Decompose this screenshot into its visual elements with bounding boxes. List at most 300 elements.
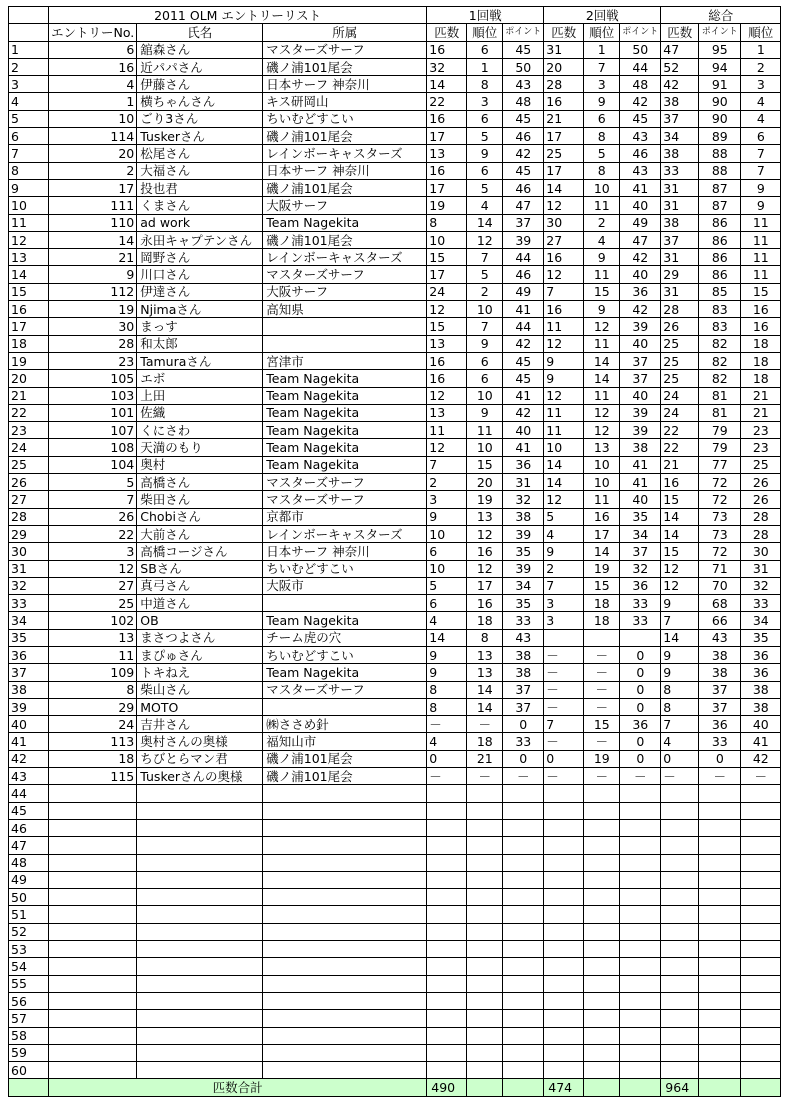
empty-cell — [699, 923, 741, 940]
empty-cell — [584, 819, 620, 836]
r1-points-header: ポイント — [503, 24, 544, 41]
total-count-cell: 31 — [661, 283, 699, 300]
row-number-cell: 14 — [9, 266, 49, 283]
empty-cell — [699, 958, 741, 975]
entry-no-cell: 24 — [49, 716, 137, 733]
r1-rank-cell: 9 — [467, 335, 503, 352]
round2-header: 2回戦 — [544, 7, 661, 24]
total-points-cell: 71 — [699, 560, 741, 577]
empty-cell — [620, 889, 661, 906]
entry-no-cell: 109 — [49, 664, 137, 681]
empty-cell — [699, 837, 741, 854]
affiliation-cell — [263, 318, 427, 335]
name-cell: 松尾さん — [137, 145, 263, 162]
empty-cell — [503, 837, 544, 854]
entry-no-cell: 10 — [49, 110, 137, 127]
r2-rank-cell: 18 — [584, 612, 620, 629]
empty-cell — [427, 785, 467, 802]
empty-cell — [137, 1044, 263, 1061]
r1-points-cell: 41 — [503, 387, 544, 404]
name-cell: 天満のもり — [137, 439, 263, 456]
name-cell: 永田キャプテンさん — [137, 231, 263, 248]
empty-cell — [263, 889, 427, 906]
empty-row — [9, 837, 781, 854]
r2-count-cell: 12 — [544, 335, 584, 352]
r2-count-cell: 9 — [544, 370, 584, 387]
name-cell: 大福さん — [137, 162, 263, 179]
total-count-cell: 34 — [661, 128, 699, 145]
r2-rank-cell: 19 — [584, 750, 620, 767]
r1-points-cell: 41 — [503, 439, 544, 456]
total-points-cell: 85 — [699, 283, 741, 300]
r2-count-cell: 4 — [544, 525, 584, 542]
r1-rank-cell: 2 — [467, 283, 503, 300]
row-number-cell: 53 — [9, 941, 49, 958]
r1-rank-cell: 4 — [467, 197, 503, 214]
r1-rank-cell: 6 — [467, 370, 503, 387]
affiliation-cell: チーム虎の穴 — [263, 629, 427, 646]
total-rank-cell: 11 — [741, 266, 781, 283]
empty-cell — [584, 1044, 620, 1061]
empty-cell — [699, 889, 741, 906]
table-row — [9, 525, 781, 542]
entry-no-cell: 22 — [49, 525, 137, 542]
r2-rank-cell: 13 — [584, 439, 620, 456]
row-number-cell: 52 — [9, 923, 49, 940]
total-points-cell: 82 — [699, 370, 741, 387]
r2-points-cell: 46 — [620, 145, 661, 162]
r1-count-cell: － — [427, 768, 467, 785]
table-row — [9, 629, 781, 646]
r1-points-cell: 33 — [503, 612, 544, 629]
total-count-cell: 12 — [661, 577, 699, 594]
r2-count-cell: 3 — [544, 612, 584, 629]
entry-no-cell: 28 — [49, 335, 137, 352]
empty-cell — [427, 802, 467, 819]
total-count-cell: 14 — [661, 629, 699, 646]
r2-count-cell: 11 — [544, 318, 584, 335]
empty-cell — [427, 871, 467, 888]
entry-no-cell: 2 — [49, 162, 137, 179]
entry-no-cell: 6 — [49, 41, 137, 58]
name-cell: トキねえ — [137, 664, 263, 681]
total-points-cell: 33 — [699, 733, 741, 750]
table-row — [9, 352, 781, 369]
empty-cell — [620, 941, 661, 958]
r1-count-cell: 4 — [427, 612, 467, 629]
entry-no-cell: 108 — [49, 439, 137, 456]
affiliation-cell: 大阪市 — [263, 577, 427, 594]
r2-count-cell: － — [544, 664, 584, 681]
r1-count-cell: 14 — [427, 629, 467, 646]
r1-count-cell: 7 — [427, 456, 467, 473]
empty-cell — [263, 1062, 427, 1079]
empty-cell — [49, 854, 137, 871]
empty-cell — [49, 992, 137, 1009]
total-rank-cell: 1 — [741, 41, 781, 58]
name-cell: 横ちゃんさん — [137, 93, 263, 110]
row-number-cell: 41 — [9, 733, 49, 750]
row-number-cell: 33 — [9, 595, 49, 612]
empty-cell — [661, 1044, 699, 1061]
name-cell: Chobiさん — [137, 508, 263, 525]
total-points-cell: 81 — [699, 387, 741, 404]
r2-points-cell: 0 — [620, 664, 661, 681]
r1-count-cell: 17 — [427, 128, 467, 145]
total-count-cell: 37 — [661, 110, 699, 127]
r1-points-cell: 46 — [503, 179, 544, 196]
r2-rank-cell: 17 — [584, 525, 620, 542]
total-count-cell: 8 — [661, 698, 699, 715]
total-points-cell: 37 — [699, 698, 741, 715]
entry-no-cell: 113 — [49, 733, 137, 750]
r1-rank-cell: 10 — [467, 301, 503, 318]
affiliation-cell: 磯ノ浦101尾会 — [263, 179, 427, 196]
empty-row — [9, 906, 781, 923]
empty-row — [9, 1027, 781, 1044]
entry-no-header: エントリーNo. — [49, 24, 137, 41]
r1-count-cell: 4 — [427, 733, 467, 750]
r2-points-cell: 37 — [620, 543, 661, 560]
round1-header: 1回戦 — [427, 7, 544, 24]
r1-points-cell: 45 — [503, 162, 544, 179]
affiliation-cell: ちいむどすこい — [263, 110, 427, 127]
r2-points-cell: 33 — [620, 595, 661, 612]
r1-points-cell: － — [503, 768, 544, 785]
row-number-cell: 32 — [9, 577, 49, 594]
entry-no-cell: 107 — [49, 422, 137, 439]
r2-rank-cell: 8 — [584, 162, 620, 179]
table-row — [9, 577, 781, 594]
table-row — [9, 612, 781, 629]
r1-rank-cell: 7 — [467, 318, 503, 335]
table-row — [9, 41, 781, 58]
total-count-cell: 7 — [661, 612, 699, 629]
affiliation-header: 所属 — [263, 24, 427, 41]
empty-cell — [699, 1079, 741, 1096]
r2-points-cell — [620, 629, 661, 646]
r1-count-cell: 16 — [427, 370, 467, 387]
empty-cell — [427, 992, 467, 1009]
table-row — [9, 733, 781, 750]
empty-cell — [620, 837, 661, 854]
table-row — [9, 508, 781, 525]
r2-rank-cell: 9 — [584, 249, 620, 266]
entry-no-cell: 26 — [49, 508, 137, 525]
affiliation-cell: 宮津市 — [263, 352, 427, 369]
r2-points-cell: 40 — [620, 491, 661, 508]
empty-cell — [427, 837, 467, 854]
empty-cell — [467, 923, 503, 940]
row-number-cell: 6 — [9, 128, 49, 145]
r2-points-cell: － — [620, 768, 661, 785]
r1-count-cell: 14 — [427, 76, 467, 93]
r2-count-cell: 21 — [544, 110, 584, 127]
total-points-cell: 86 — [699, 214, 741, 231]
name-cell: Tuskerさんの奥様 — [137, 768, 263, 785]
r2-count-cell: 20 — [544, 58, 584, 75]
total-rank-cell: 15 — [741, 283, 781, 300]
r1-rank-cell: 5 — [467, 128, 503, 145]
affiliation-cell: ちいむどすこい — [263, 646, 427, 663]
total-count-cell: 7 — [661, 716, 699, 733]
row-number-cell: 9 — [9, 179, 49, 196]
empty-cell — [137, 1027, 263, 1044]
r1-rank-cell: 5 — [467, 179, 503, 196]
empty-cell — [699, 1010, 741, 1027]
entry-no-cell: 29 — [49, 698, 137, 715]
r2-rank-cell: 1 — [584, 41, 620, 58]
table-row — [9, 145, 781, 162]
r2-rank-cell: 14 — [584, 543, 620, 560]
r2-points-cell: 36 — [620, 716, 661, 733]
table-row — [9, 404, 781, 421]
r1-count-cell: 9 — [427, 646, 467, 663]
empty-cell — [137, 819, 263, 836]
table-row — [9, 266, 781, 283]
entry-no-cell: 3 — [49, 543, 137, 560]
empty-cell — [584, 923, 620, 940]
r1-count-cell: － — [427, 716, 467, 733]
header-row-2 — [9, 24, 781, 41]
total-count-cell: 22 — [661, 422, 699, 439]
r1-total-count: 490 — [427, 1079, 467, 1096]
empty-cell — [467, 1062, 503, 1079]
row-number-cell: 3 — [9, 76, 49, 93]
table-row — [9, 543, 781, 560]
empty-cell — [544, 1010, 584, 1027]
r2-points-cell: 39 — [620, 422, 661, 439]
affiliation-cell: ㈱ささめ針 — [263, 716, 427, 733]
empty-cell — [741, 1027, 781, 1044]
total-rank-cell: 36 — [741, 646, 781, 663]
empty-cell — [49, 819, 137, 836]
empty-cell — [741, 958, 781, 975]
empty-cell — [584, 1010, 620, 1027]
r2-points-cell: 0 — [620, 646, 661, 663]
affiliation-cell: 日本サーフ 神奈川 — [263, 162, 427, 179]
table-row — [9, 76, 781, 93]
r1-points-cell: 35 — [503, 543, 544, 560]
r2-rank-cell: 10 — [584, 474, 620, 491]
r2-count-cell: 5 — [544, 508, 584, 525]
affiliation-cell: マスターズサーフ — [263, 266, 427, 283]
empty-cell — [544, 889, 584, 906]
entry-no-cell: 4 — [49, 76, 137, 93]
entry-no-cell: 115 — [49, 768, 137, 785]
empty-cell — [544, 941, 584, 958]
affiliation-cell: マスターズサーフ — [263, 41, 427, 58]
r2-points-cell: 36 — [620, 283, 661, 300]
empty-row — [9, 1044, 781, 1061]
affiliation-cell: 磯ノ浦101尾会 — [263, 768, 427, 785]
empty-cell — [427, 1044, 467, 1061]
empty-cell — [544, 958, 584, 975]
entry-no-cell: 105 — [49, 370, 137, 387]
row-number-cell: 27 — [9, 491, 49, 508]
r1-points-cell: 46 — [503, 128, 544, 145]
name-cell: 伊藤さん — [137, 76, 263, 93]
affiliation-cell: レインボーキャスターズ — [263, 525, 427, 542]
table-row — [9, 301, 781, 318]
r2-points-cell: 37 — [620, 370, 661, 387]
r2-points-cell: 33 — [620, 612, 661, 629]
entry-no-cell: 104 — [49, 456, 137, 473]
r1-points-cell: 40 — [503, 422, 544, 439]
row-number-cell: 15 — [9, 283, 49, 300]
r1-count-cell: 19 — [427, 197, 467, 214]
empty-cell — [544, 992, 584, 1009]
row-number-cell: 2 — [9, 58, 49, 75]
r1-count-cell: 16 — [427, 162, 467, 179]
r2-count-cell: 7 — [544, 283, 584, 300]
r1-count-cell: 3 — [427, 491, 467, 508]
r1-points-cell: 46 — [503, 266, 544, 283]
empty-cell — [661, 1027, 699, 1044]
r2-rank-cell: － — [584, 681, 620, 698]
name-cell: 大前さん — [137, 525, 263, 542]
r1-points-cell: 41 — [503, 301, 544, 318]
table-row — [9, 93, 781, 110]
r1-points-cell: 38 — [503, 646, 544, 663]
empty-cell — [427, 889, 467, 906]
empty-cell — [544, 819, 584, 836]
empty-cell — [137, 923, 263, 940]
row-number-cell: 10 — [9, 197, 49, 214]
r1-rank-cell: 17 — [467, 577, 503, 594]
total-points-cell: 72 — [699, 474, 741, 491]
total-count-cell: 0 — [661, 750, 699, 767]
entry-no-cell: 19 — [49, 301, 137, 318]
r2-rank-cell: 8 — [584, 128, 620, 145]
empty-cell — [503, 802, 544, 819]
r2-rank-cell: 18 — [584, 595, 620, 612]
r2-count-cell: 7 — [544, 577, 584, 594]
affiliation-cell: Team Nagekita — [263, 612, 427, 629]
total-rank-cell: 26 — [741, 491, 781, 508]
entry-no-cell: 102 — [49, 612, 137, 629]
r1-count-cell: 10 — [427, 525, 467, 542]
r2-rank-cell: 10 — [584, 179, 620, 196]
empty-cell — [584, 975, 620, 992]
empty-cell — [699, 941, 741, 958]
r2-count-cell: － — [544, 698, 584, 715]
total-count-cell: 31 — [661, 179, 699, 196]
total-rank-header: 順位 — [741, 24, 781, 41]
r1-rank-cell: 16 — [467, 543, 503, 560]
name-cell: 佐織 — [137, 404, 263, 421]
r1-rank-cell: 9 — [467, 145, 503, 162]
empty-cell — [137, 802, 263, 819]
empty-cell — [741, 785, 781, 802]
entry-no-cell: 101 — [49, 404, 137, 421]
empty-cell — [741, 1079, 781, 1096]
total-rank-cell: 28 — [741, 508, 781, 525]
r2-count-cell: 25 — [544, 145, 584, 162]
entry-no-cell: 8 — [49, 681, 137, 698]
empty-cell — [741, 941, 781, 958]
r2-rank-cell: 15 — [584, 283, 620, 300]
empty-row — [9, 819, 781, 836]
r1-count-cell: 10 — [427, 560, 467, 577]
table-row — [9, 646, 781, 663]
entry-no-cell: 17 — [49, 179, 137, 196]
empty-cell — [620, 785, 661, 802]
empty-cell — [263, 854, 427, 871]
r1-rank-cell: 10 — [467, 439, 503, 456]
empty-cell — [49, 958, 137, 975]
r2-points-cell: 50 — [620, 41, 661, 58]
r1-count-cell: 0 — [427, 750, 467, 767]
r2-rank-cell: 14 — [584, 370, 620, 387]
entry-no-cell: 23 — [49, 352, 137, 369]
r1-points-cell: 0 — [503, 750, 544, 767]
name-cell: Tuskerさん — [137, 128, 263, 145]
empty-cell — [427, 975, 467, 992]
entry-no-cell: 14 — [49, 231, 137, 248]
table-row — [9, 231, 781, 248]
empty-cell — [741, 992, 781, 1009]
total-points-cell: 43 — [699, 629, 741, 646]
affiliation-cell: 大阪サーフ — [263, 283, 427, 300]
empty-cell — [467, 958, 503, 975]
empty-cell — [584, 906, 620, 923]
affiliation-cell: マスターズサーフ — [263, 681, 427, 698]
r2-count-cell: 14 — [544, 474, 584, 491]
r2-count-cell: 30 — [544, 214, 584, 231]
table-row — [9, 422, 781, 439]
total-count-cell: 24 — [661, 387, 699, 404]
total-points-cell: 37 — [699, 681, 741, 698]
r2-count-cell: － — [544, 768, 584, 785]
empty-cell — [427, 819, 467, 836]
row-number-cell: 47 — [9, 837, 49, 854]
r1-points-cell: 45 — [503, 110, 544, 127]
r1-rank-cell: 14 — [467, 214, 503, 231]
empty-row — [9, 854, 781, 871]
row-number-cell: 57 — [9, 1010, 49, 1027]
r1-points-cell: 49 — [503, 283, 544, 300]
r1-count-cell: 11 — [427, 422, 467, 439]
entry-no-cell: 20 — [49, 145, 137, 162]
entry-no-cell: 103 — [49, 387, 137, 404]
empty-cell — [137, 1010, 263, 1027]
row-number-cell: 43 — [9, 768, 49, 785]
r1-count-cell: 16 — [427, 352, 467, 369]
empty-cell — [503, 1044, 544, 1061]
empty-cell — [467, 906, 503, 923]
total-rank-cell: 36 — [741, 664, 781, 681]
empty-cell — [620, 1062, 661, 1079]
empty-cell — [427, 1062, 467, 1079]
empty-cell — [503, 785, 544, 802]
r1-rank-cell: 6 — [467, 41, 503, 58]
empty-cell — [503, 1079, 544, 1096]
overall-total-count: 964 — [661, 1079, 699, 1096]
total-points-cell: 82 — [699, 352, 741, 369]
affiliation-cell: 京都市 — [263, 508, 427, 525]
total-points-cell: 86 — [699, 249, 741, 266]
r1-points-cell: 37 — [503, 214, 544, 231]
total-count-cell: 38 — [661, 145, 699, 162]
affiliation-cell: 日本サーフ 神奈川 — [263, 543, 427, 560]
r1-count-header: 匹数 — [427, 24, 467, 41]
empty-cell — [49, 906, 137, 923]
table-row — [9, 560, 781, 577]
r1-count-cell: 15 — [427, 249, 467, 266]
empty-cell — [620, 923, 661, 940]
total-rank-cell: 42 — [741, 750, 781, 767]
